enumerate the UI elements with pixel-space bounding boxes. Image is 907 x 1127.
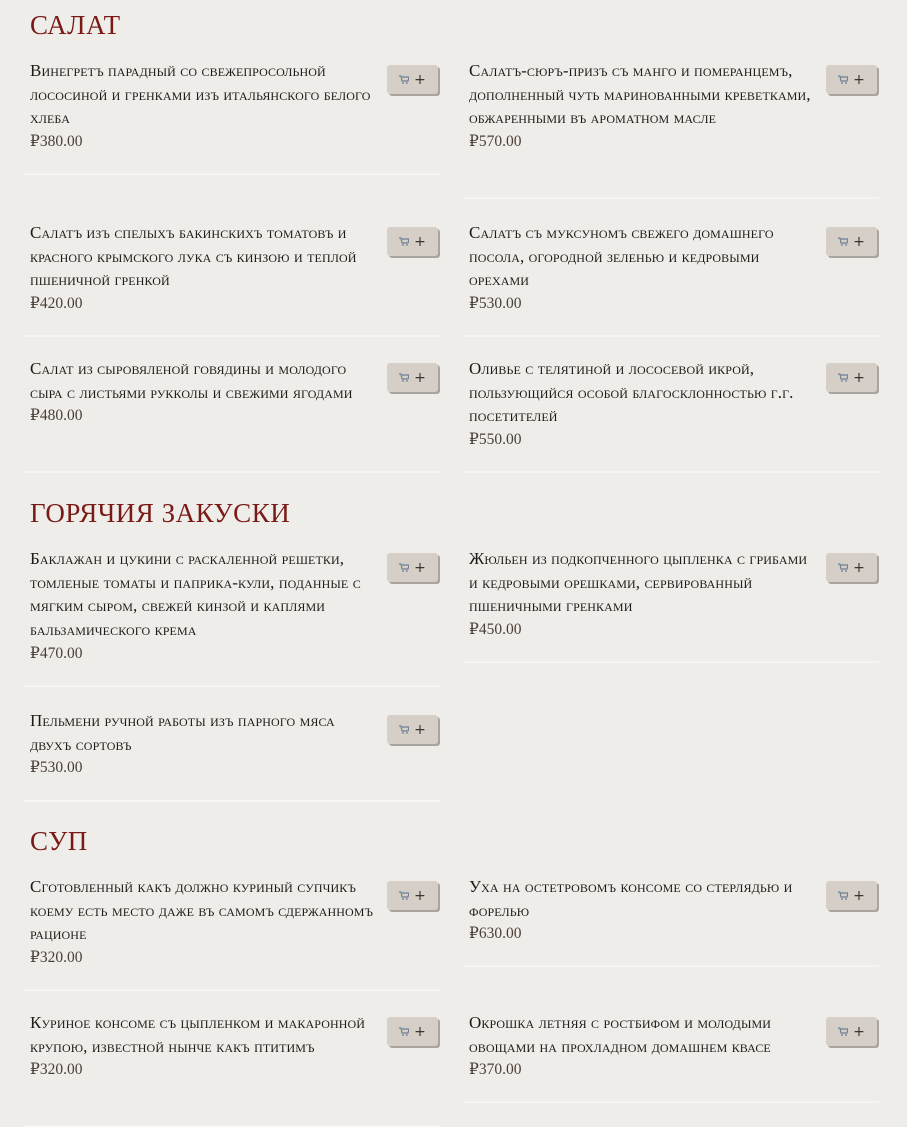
item-name: салатъ съ муксуномъ свежего домашнего посола, огородной зеленью и кедровыми орехами (469, 223, 774, 290)
item-text (30, 547, 375, 666)
menu-item (463, 357, 879, 473)
menu-item (463, 547, 879, 663)
cart-icon (838, 373, 848, 382)
add-to-cart-button[interactable] (826, 553, 877, 582)
cart-icon (838, 891, 848, 900)
item-text (469, 1011, 814, 1082)
plus-icon: + (414, 1023, 426, 1040)
add-to-cart-button[interactable] (826, 1017, 877, 1046)
item-text (469, 547, 814, 642)
cart-icon (399, 891, 409, 900)
add-to-cart-button[interactable] (387, 363, 438, 392)
menu-grid (24, 59, 883, 473)
menu-grid (24, 547, 883, 802)
item-name: уха на остетровомъ консоме со стерлядью и форелью (469, 877, 793, 920)
plus-icon: + (414, 369, 426, 386)
item-name: Баклажан и цукини с раскаленной решетки, томленые томаты и паприка-кули, поданные с мягким сыром, свежей кинзой и каплями бальзамического крема (30, 549, 361, 640)
plus-icon: + (853, 369, 865, 386)
item-price: ₽530.00 (469, 295, 522, 313)
menu-item (24, 875, 440, 991)
cart-icon (838, 563, 848, 572)
item-name: жюльен из подкопченного цыпленка с грибами и кедровыми орешками, сервированный пшеничными гренками (469, 549, 808, 616)
add-to-cart-button[interactable] (826, 881, 877, 910)
plus-icon: + (414, 71, 426, 88)
cart-icon (838, 1027, 848, 1036)
menu-item (24, 1011, 440, 1127)
item-name: Салатъ изъ спелыхъ бакинскихъ томатовъ и красного крымского лука съ кинзою и теплой пшеничной гренкой (30, 223, 357, 290)
plus-icon: + (853, 887, 865, 904)
menu-item (463, 875, 879, 967)
item-price: ₽320.00 (30, 949, 83, 967)
menu-item (24, 709, 440, 802)
cart-icon (399, 725, 409, 734)
plus-icon: + (853, 233, 865, 250)
item-text (30, 1011, 375, 1082)
plus-icon: + (853, 71, 865, 88)
menu-item (463, 221, 879, 337)
item-text (30, 875, 375, 970)
item-price: ₽570.00 (469, 133, 522, 151)
add-to-cart-button[interactable] (387, 715, 438, 744)
item-price: ₽320.00 (30, 1061, 83, 1079)
item-text (30, 221, 375, 316)
section-soup (24, 802, 883, 1127)
menu-item (24, 357, 440, 473)
item-price: ₽370.00 (469, 1061, 522, 1079)
item-name: Пельмени ручной работы изъ парного мяса двухъ сортовъ (30, 711, 335, 754)
cart-icon (399, 373, 409, 382)
menu-grid (24, 875, 883, 1127)
cart-icon (399, 75, 409, 84)
item-price: ₽630.00 (469, 925, 522, 943)
section-salad (24, 0, 883, 473)
plus-icon: + (414, 721, 426, 738)
item-price: ₽480.00 (30, 407, 83, 425)
section-title: САЛАТ (30, 10, 121, 40)
item-price: ₽420.00 (30, 295, 83, 313)
item-price: ₽530.00 (30, 759, 83, 777)
section-title: СУП (30, 826, 88, 856)
add-to-cart-button[interactable] (387, 227, 438, 256)
add-to-cart-button[interactable] (826, 65, 877, 94)
add-to-cart-button[interactable] (826, 227, 877, 256)
item-name: оливье с телятиной и лососевой икрой, пользующийся особой благосклонностью г.г. посетителей (469, 359, 794, 426)
add-to-cart-button[interactable] (387, 65, 438, 94)
section-hot-appetizers (24, 473, 883, 802)
item-name: Сготовленный какъ должно куриный супчикъ коему есть место даже въ самомъ сдержанномъ рационе (30, 877, 374, 944)
item-price: ₽380.00 (30, 133, 83, 151)
plus-icon: + (414, 233, 426, 250)
item-text (469, 875, 814, 946)
plus-icon: + (414, 559, 426, 576)
cart-icon (399, 237, 409, 246)
add-to-cart-button[interactable] (387, 1017, 438, 1046)
add-to-cart-button[interactable] (826, 363, 877, 392)
item-text (30, 59, 375, 154)
cart-icon (399, 563, 409, 572)
item-name: салатъ-сюръ-призъ съ манго и померанцемъ, дополненный чуть маринованными креветками, обжаренными въ ароматном масле (469, 61, 811, 128)
cart-icon (838, 75, 848, 84)
plus-icon: + (853, 1023, 865, 1040)
item-name: Винегретъ парадный со свежепросольной лососиной и гренками изъ итальянского белого хлеба (30, 61, 371, 128)
section-title: ГОРЯЧИЯ ЗАКУСКИ (30, 498, 291, 528)
menu-item (24, 221, 440, 337)
menu-item (24, 547, 440, 687)
menu-item (463, 59, 879, 199)
plus-icon: + (414, 887, 426, 904)
menu-item (24, 59, 440, 175)
item-name: Куриное консоме съ цыпленком и макаронной крупою, известной нынче какъ птитимъ (30, 1013, 366, 1056)
item-name: Салат из сыровяленой говядины и молодого сыра с листьями рукколы и свежими ягодами (30, 359, 353, 402)
cart-icon (399, 1027, 409, 1036)
menu-item (463, 1011, 879, 1103)
add-to-cart-button[interactable] (387, 553, 438, 582)
item-price: ₽450.00 (469, 621, 522, 639)
item-text (469, 221, 814, 316)
item-price: ₽470.00 (30, 644, 83, 662)
item-text (469, 59, 814, 154)
plus-icon: + (853, 559, 865, 576)
add-to-cart-button[interactable] (387, 881, 438, 910)
item-text (469, 357, 814, 452)
item-price: ₽550.00 (469, 431, 522, 449)
item-name: окрошка летняя с ростбифом и молодыми овощами на прохладном домашнем квасе (469, 1013, 772, 1056)
cart-icon (838, 237, 848, 246)
item-text (30, 709, 375, 780)
item-text (30, 357, 375, 428)
